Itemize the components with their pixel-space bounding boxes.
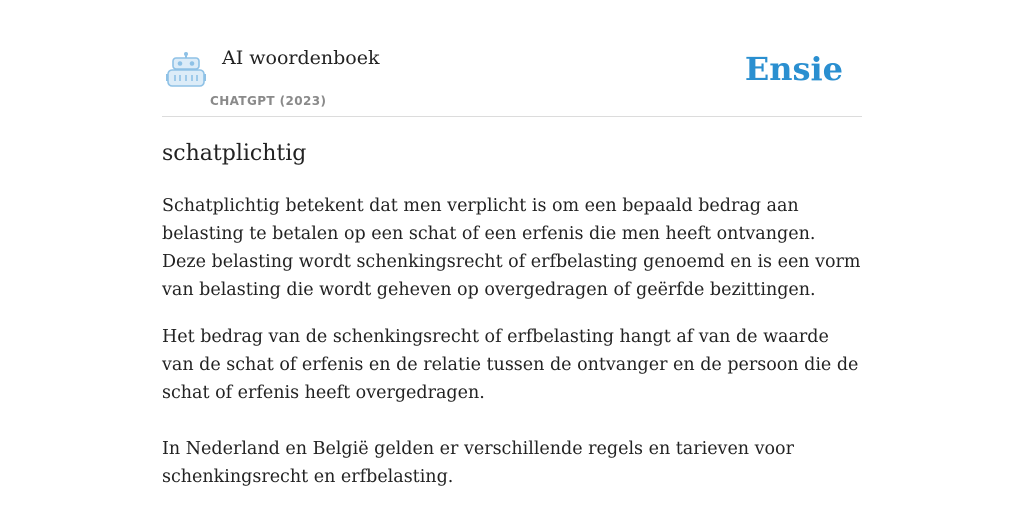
definition-paragraph: In Nederland en België gelden er verschillende regels en tarieven voor schenkingsrecht en erfbelasting. — [162, 439, 794, 487]
definition-paragraph: Schatplichtig betekent dat men verplicht is om een bepaald bedrag aan belasting te betalen op een schat of een erfenis die men heeft ontvangen. Deze belasting wordt schenkingsrecht of erfbelasting genoemd en is een vorm van belasting die wordt geheven op overgedragen of geërfde bezittingen. — [162, 196, 861, 300]
page-header — [162, 0, 862, 117]
entry-container — [162, 0, 862, 487]
brand-logo[interactable]: Ensie — [744, 50, 843, 88]
robot-icon — [166, 52, 206, 88]
entry-term: schatplichtig — [162, 141, 307, 166]
definition-paragraph: Het bedrag van de schenkingsrecht of erfbelasting hangt af van de waarde van de schat of erfenis en de relatie tussen de ontvanger en de persoon die de schat of erfenis heeft overgedragen. — [162, 327, 859, 403]
dictionary-title[interactable]: AI woordenboek — [222, 47, 380, 69]
source-label: CHATGPT (2023) — [210, 94, 327, 108]
